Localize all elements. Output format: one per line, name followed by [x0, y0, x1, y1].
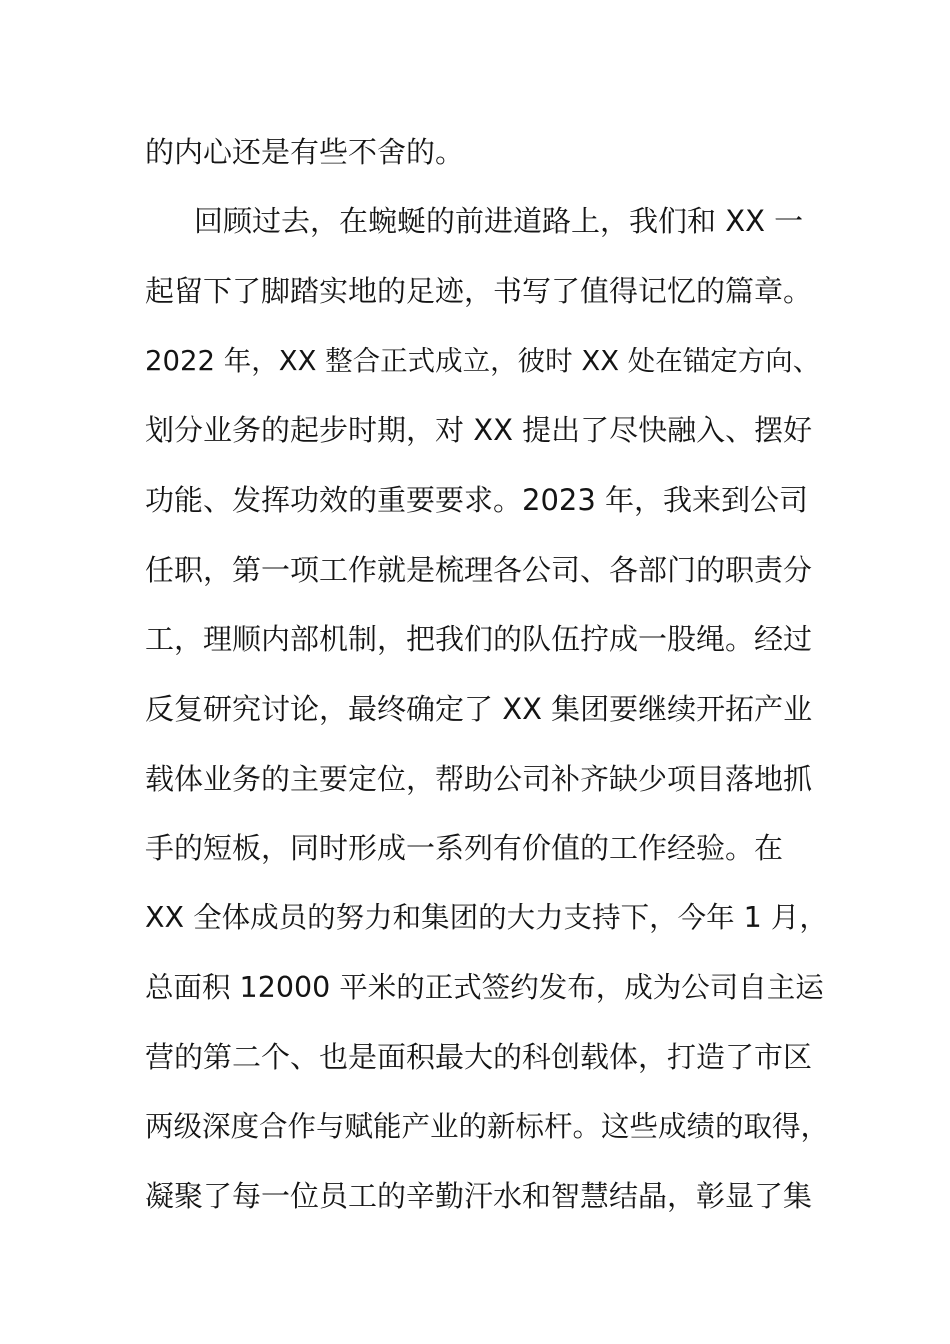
- text-line: 凝聚了每一位员工的辛勤汗水和智慧结晶，彰显了集: [145, 1179, 813, 1213]
- text-line: XX 全体成员的努力和集团的大力支持下，今年 1 月，: [145, 901, 828, 934]
- text-line: 总面积 12000 平米的正式签约发布，成为公司自主运: [145, 971, 824, 1004]
- text-line: 反复研究讨论，最终确定了 XX 集团要继续开拓产业: [145, 692, 813, 726]
- text-line: 载体业务的主要定位，帮助公司补齐缺少项目落地抓: [145, 762, 813, 796]
- text-line: 任职，第一项工作就是梳理各公司、各部门的职责分: [145, 553, 813, 587]
- text-line: 营的第二个、也是面积最大的科创载体，打造了市区: [145, 1040, 813, 1074]
- paragraph-first-line: 回顾过去，在蜿蜒的前进道路上，我们和 XX 一: [194, 204, 804, 238]
- text-line: 手的短板，同时形成一系列有价值的工作经验。在: [145, 831, 784, 865]
- text-line: 功能、发挥功效的重要要求。2023 年，我来到公司: [145, 483, 809, 517]
- text-line: 的内心还是有些不舍的。: [145, 135, 465, 169]
- text-line: 工，理顺内部机制，把我们的队伍拧成一股绳。经过: [145, 622, 813, 656]
- text-line: 两级深度合作与赋能产业的新标杆。这些成绩的取得，: [145, 1110, 830, 1143]
- text-line: 2022 年，XX 整合正式成立，彼时 XX 处在锚定方向、: [145, 345, 821, 377]
- text-line: 起留下了脚踏实地的足迹，书写了值得记忆的篇章。: [145, 274, 813, 308]
- text-line: 划分业务的起步时期，对 XX 提出了尽快融入、摆好: [145, 413, 813, 447]
